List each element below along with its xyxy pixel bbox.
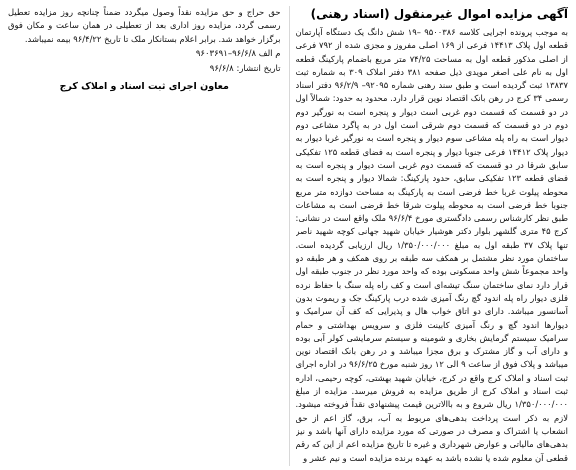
signature: معاون اجرای ثبت اسناد و املاک کرج [59,80,229,92]
notice-column-left [8,6,281,466]
publication-date: تاریخ انتشار: ۹۶/۶/۸ [209,63,281,74]
notice-body-part-2: حق حراج و حق مزایده نقداً وصول میگردد ضمناً چنانچه روز مزایده تعطیل رسمی گردد، مزایده روز اداری بعد از تعطیلی در همان ساعت و مکان فوق برگزار خواهد شد. برابر اعلام بستانکار ملک تا تاریخ ۹۶/۴/۲۲ بیمه نمیباشد. [8,7,281,44]
notice-body-part-1: به موجب پرونده اجرایی کلاسه ۹۵۰۰۳۸۶ –۱۹ شش دانگ یک دستگاه آپارتمان قطعه اول پلاک ۱۴۴۱۳ فرعی از ۱۶۹ اصلی مفروز و مجزی شده از ۷۹۲ فرعی از اصلی مذکور قطعه اول به مساحت ۷۴/۲۵ متر مربع باضمام پارکینگ قطعه اول به نام علی اصغر مویدی ذیل صفحه ۳۸۱ دفتر املاک ۳۰۹ به شماره ثبت ۱۳۸۳۷ ثبت گردیده است و طبق سند رهنی شماره ۹۲۰۹۵– ۹۶/۲/۹ دفتر اسناد رسمی ۳۴ کرج در رهن بانک اقتصاد نوین قرار دارد. محدود به حدود: شمالاً اول در دو قسمت که قسمت دوم غربی است دیوار و پنجره است به نورگیر دوم دوم در دو قسمت که قسمت دوم شرقی است اول در به پاگرد مشاعی دوم دیوار است به راه پله مشاعی سوم دیوار و پنجره است به نورگیر غربا دیوار به دیوار پلاک ۱۴۴۱۲ فرعی جنوبا دیوار و پنجره است به فضای قطعه ۱۲۵ تفکیکی سابق شرقا در دو قسمت که قسمت دوم غربی است دیوار و پنجره است به فضای قطعه ۱۲۳ تفکیکی سابق، حدود پارکینگ: شمالا دیوار و پنجره است به محوطه پیلوت غربا خط فرضی است به پارکینگ به مساحت دوازده متر مربع جنوبا خط فرضی است به محوطه پیلوت شرقا خط فرضی است به مشاعات طبق نظر کارشناس رسمی دادگستری مورخ ۹۶/۶/۴ ملک واقع است در نشانی: کرج ۴۵ متری گلشهر بلوار دکتر هوشیار خیابان شهید جهانی کوچه شهید ناصر تنها پلاک ۳۷ طبقه اول به مبلغ ۱/۳۵۰/۰۰۰/۰۰۰ ریال ارزیابی گردیده است. ساختمان مورد نظر مشتمل بر همکف سه طبقه بر روی همکف و هر طبقه دو واحد مجموعاً شش واحد مسکونی بوده که واحد مورد نظر در جنوب طبقه اول قرار دارد نمای ساختمان سنگ تیشه‌ای است و کف راه پله سنگ با حفاظ نرده فلزی دیوار راه پله اندود گچ رنگ آمیزی شده درب پارکینگ جک و ریموت بدون آسانسور میباشد. دارای دو اتاق خواب هال و پذیرایی که کف آن سرامیک و دیوارها اندود گچ و رنگ آمیزی کابینت فلزی و سرویس بهداشتی و حمام سرامیک سیستم گرمایش بخاری و شومینه و سیستم سرمایشی کولر آبی بوده و دارای آب و گاز مشترک و برق مجزا میباشد و در رهن بانک اقتصاد نوین میباشد و پلاک فوق از ساعت ۹ الی ۱۲ روز شنبه مورخ ۹۶/۶/۲۵ در اداره اجرای ثبت اسناد و املاک کرج واقع در کرج، خیابان شهید بهشتی، کوچه رحیمی، اداره ثبت اسناد و املاک کرج از طریق مزایده به فروش میرسد. مزایده از مبلغ ۱/۳۵۰/۰۰۰/۰۰۰ ریال شروع و به باالاترین قیمت پیشنهادی نقداً فروخته میشود. لازم به ذکر است پرداخت بدهی‌های مربوط به آب، برق، گاز اعم از حق انشعاب یا اشتراک و مصرف در صورتی که مورد مزایده دارای آنها باشد و نیز بدهی‌های مالیاتی و عوارض شهرداری و غیره تا تاریخ مزایده اعم از این که رقم قطعی آن معلوم شده یا نشده باشد به عهده برنده مزایده است و نیم عشر و [295,27,568,463]
notice-title: آگهی مزایده اموال غیرمنقول (اسناد رهنی) [310,7,568,21]
reference-number: م الف ۹۶/۶/۸–۹۶۰۳۶۹۱ [195,48,281,59]
notice-column-right [289,6,569,466]
